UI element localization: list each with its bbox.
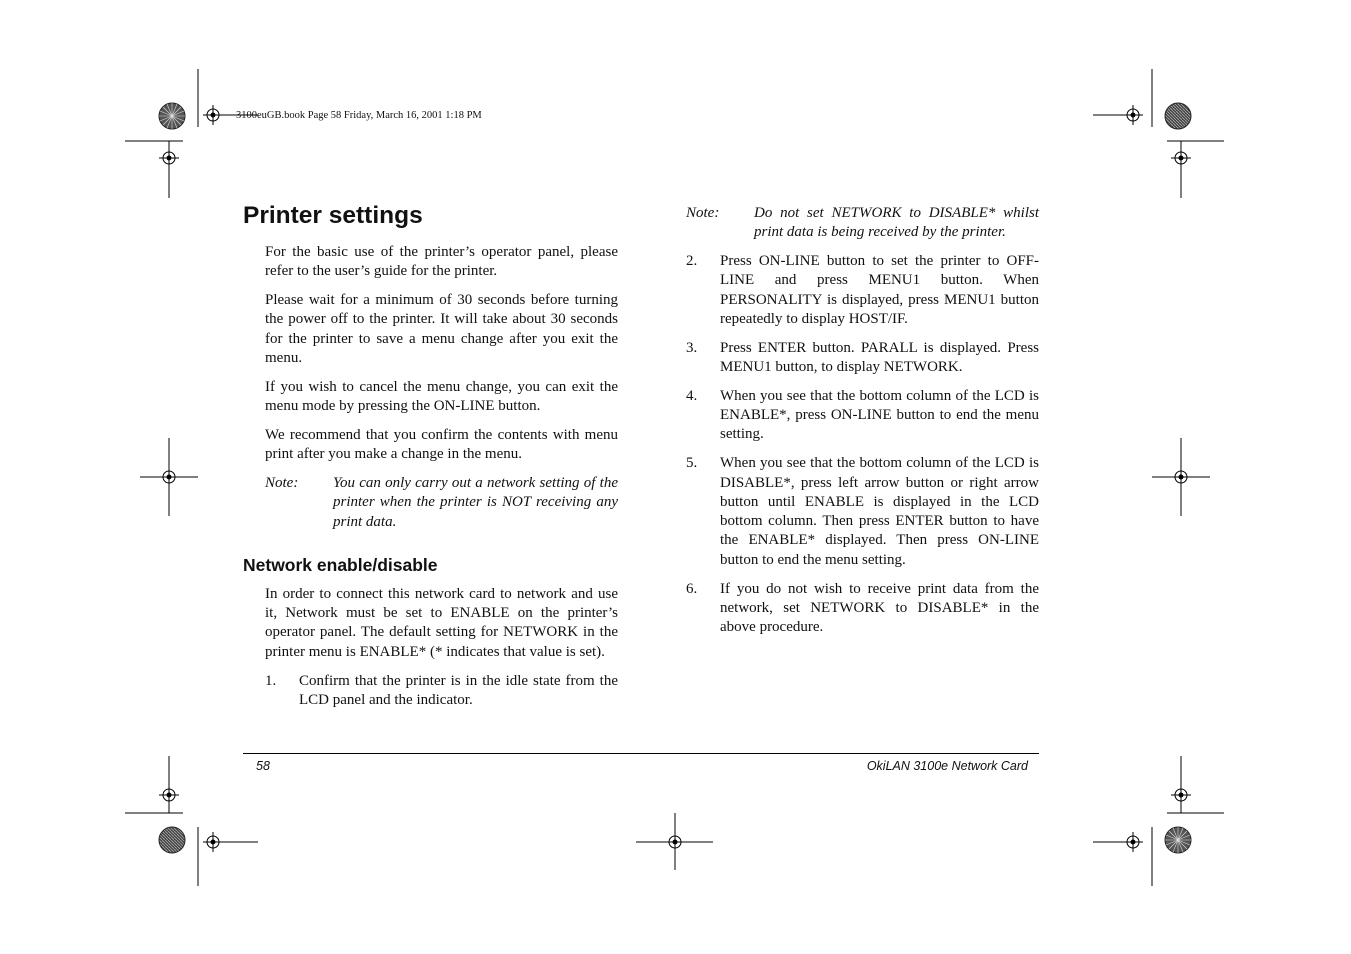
step-number: 6. <box>686 580 698 597</box>
step-text: If you do not wish to receive print data from the network, set NETWORK to DISABLE* in the above procedure. <box>720 580 1039 636</box>
step-text: When you see that the bottom column of the LCD is ENABLE*, press ON-LINE button to end the menu setting. <box>720 387 1039 443</box>
paragraph: In order to connect this network card to network and use it, Network must be set to ENABLE on the printer’s operator panel. The default setting for NETWORK in the printer menu is ENABLE* (* indicates that value is set). <box>265 585 618 660</box>
paragraph: Please wait for a minimum of 30 seconds before turning the power off to the printer. It will take about 30 seconds for the printer to save a menu change after you exit the menu. <box>265 292 618 366</box>
paragraph: We recommend that you confirm the contents with menu print after you make a change in the menu. <box>265 426 618 463</box>
list-item <box>686 387 1039 445</box>
note-text: Do not set NETWORK to DISABLE* whilst print data is being received by the printer. <box>754 205 1039 241</box>
list-item <box>686 580 1039 638</box>
right-column <box>686 204 1039 647</box>
list-item <box>686 339 1039 378</box>
note-label: Note: <box>265 474 299 491</box>
page-number: 58 <box>256 759 270 773</box>
footer-product-name: OkiLAN 3100e Network Card <box>866 759 1028 773</box>
step-text: Confirm that the printer is in the idle state from the LCD panel and the indicator. <box>299 672 618 708</box>
step-number: 1. <box>265 672 277 689</box>
step-number: 2. <box>686 253 698 270</box>
step-number: 4. <box>686 387 698 404</box>
paragraph: For the basic use of the printer’s operator panel, please refer to the user’s guide for the printer. <box>265 244 618 280</box>
list-item <box>686 252 1039 329</box>
note-disable-warning <box>686 204 1039 243</box>
step-number: 5. <box>686 455 698 472</box>
book-file-info: 3100euGB.book Page 58 Friday, March 16, 2001 1:18 PM <box>236 110 482 121</box>
note-text: You can only carry out a network setting of the printer when the printer is NOT receiving any print data. <box>333 474 618 530</box>
footer-divider <box>243 753 1039 754</box>
step-text: Press ON-LINE button to set the printer to OFF-LINE and press MENU1 button. When PERSONALITY is displayed, press MENU1 button repeatedly to display HOST/IF. <box>720 253 1039 327</box>
page-title: Printer settings <box>243 202 423 229</box>
note-network-setting <box>265 474 618 532</box>
note-label: Note: <box>686 205 720 221</box>
section-heading-network: Network enable/disable <box>243 554 438 575</box>
step-text: When you see that the bottom column of the LCD is DISABLE*, press left arrow button or right arrow button until ENABLE is displayed in the LCD bottom column. Then press ENTER button to have the ENABLE* displayed. Then press ON-LINE button to end the menu setting. <box>720 455 1039 568</box>
paragraph: If you wish to cancel the menu change, you can exit the menu mode by pressing the ON-LINE button. <box>265 378 618 415</box>
list-item <box>265 672 618 711</box>
step-text: Press ENTER button. PARALL is displayed. Press MENU1 button, to display NETWORK. <box>720 339 1039 376</box>
list-item <box>686 454 1039 570</box>
left-column <box>243 243 618 720</box>
step-number: 3. <box>686 339 698 356</box>
